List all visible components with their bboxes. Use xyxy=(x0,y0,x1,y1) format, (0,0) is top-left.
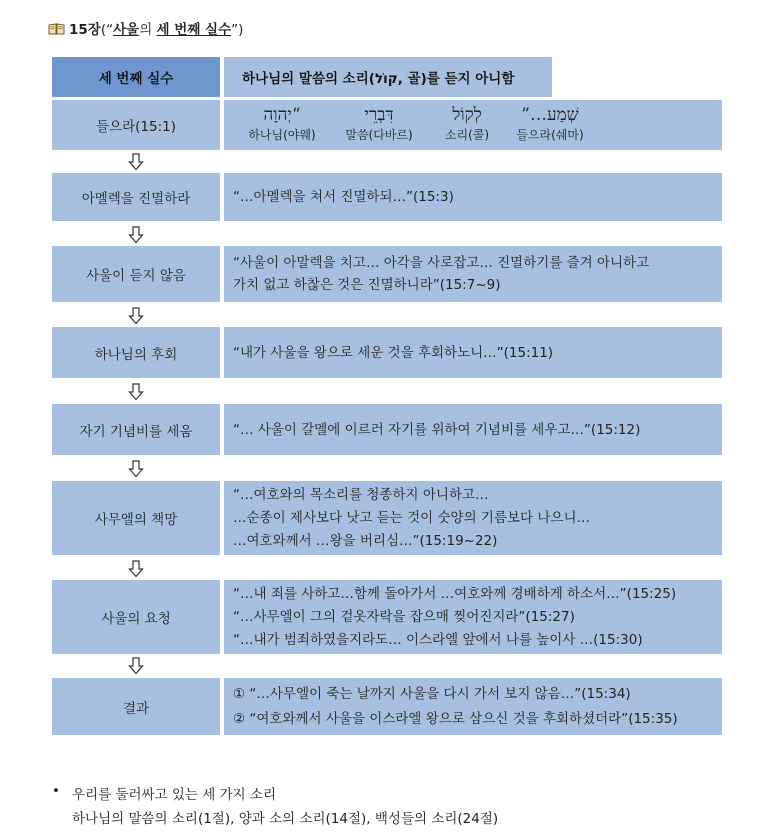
hebrew-gloss: 들으라(쉐마) xyxy=(516,128,584,142)
hebrew-col-qol xyxy=(432,104,502,144)
quote-line: “…사무엘이 그의 겉옷자락을 잡으매 찢어진지라”(15:27) xyxy=(233,608,575,625)
row-label-saul-disobeys: 사울이 듣지 않음 xyxy=(52,246,220,302)
down-arrow-icon xyxy=(128,460,144,478)
row-label-monument: 자기 기념비를 세움 xyxy=(52,404,220,455)
row-label-samuel-rebuke: 사무엘의 책망 xyxy=(52,481,220,555)
row-content-god-regrets xyxy=(224,327,722,378)
quote-line: 가치 없고 하찮은 것은 진멸하니라”(15:7~9) xyxy=(233,277,501,293)
header-description: 하나님의 말씀의 소리(קוֹל, 골)를 듣지 아니함 xyxy=(224,57,552,97)
quote-line: “사울이 아말렉을 치고… 아각을 사로잡고… 진멸하기를 즐겨 아니하고 xyxy=(233,255,650,271)
row-label-destroy-amalek: 아멜렉을 진멸하라 xyxy=(52,173,220,221)
hebrew-word: שְׁמַע…” xyxy=(521,105,579,125)
down-arrow-icon xyxy=(128,657,144,675)
book-icon xyxy=(48,23,65,35)
hebrew-col-dabar xyxy=(339,104,419,144)
row-label-result: 결과 xyxy=(52,678,220,735)
down-arrow-icon xyxy=(128,383,144,401)
hebrew-gloss: 하나님(야웨) xyxy=(248,128,316,142)
hebrew-gloss: 말씀(다바르) xyxy=(345,128,413,142)
quote-line: “…여호와의 목소리를 청종하지 아니하고… xyxy=(233,486,489,503)
title-part2: 세 번째 실수 xyxy=(156,22,232,38)
title-part1: 사울 xyxy=(113,22,140,38)
note-line-2: 하나님의 말씀의 소리(1절), 양과 소의 소리(14절), 백성들의 소리(24절) xyxy=(72,811,499,827)
row-content-result xyxy=(224,678,722,735)
hebrew-word: “יְהוָה xyxy=(263,105,301,125)
hebrew-col-yhwh xyxy=(242,104,322,144)
quote-line: “…내가 범죄하였을지라도… 이스라엘 앞에서 나를 높이사 …(15:30) xyxy=(233,631,643,648)
bullet-icon: • xyxy=(52,783,60,799)
row-label-saul-request: 사울의 요청 xyxy=(52,580,220,654)
row-content-saul-request xyxy=(224,580,722,654)
down-arrow-icon xyxy=(128,560,144,578)
hebrew-gloss: 소리(콜) xyxy=(444,128,490,142)
chapter-label: 15장 xyxy=(69,22,101,38)
quote-line: “…아멜렉을 쳐서 진멸하되…”(15:3) xyxy=(233,189,454,205)
note-line-1: 우리를 둘러싸고 있는 세 가지 소리 xyxy=(72,787,277,803)
page-title xyxy=(48,18,243,38)
row-content-monument xyxy=(224,404,722,455)
quote-line: …여호와께서 …왕을 버리심…”(15:19~22) xyxy=(233,532,498,549)
quote-line: “…내 죄를 사하고…함께 돌아가서 …여호와께 경배하게 하소서…”(15:25) xyxy=(233,585,677,602)
row-label-listen: 들으라(15:1) xyxy=(52,100,220,150)
quote-line: ② “여호와께서 사울을 이스라엘 왕으로 삼으신 것을 후회하셨더라”(15:35) xyxy=(233,710,678,727)
quote-line: ① “…사무엘이 죽는 날까지 사울을 다시 가서 보지 않음…”(15:34) xyxy=(233,685,631,702)
down-arrow-icon xyxy=(128,307,144,325)
quote-line: “내가 사울을 왕으로 세운 것을 후회하노니…”(15:11) xyxy=(233,344,554,361)
title-close: ”) xyxy=(231,22,244,38)
row-content-saul-disobeys xyxy=(224,246,722,302)
down-arrow-icon xyxy=(128,153,144,171)
header-mistake: 세 번째 실수 xyxy=(52,57,220,97)
hebrew-row xyxy=(224,100,722,150)
hebrew-col-shema xyxy=(508,104,592,144)
hebrew-word: לְקוֹל xyxy=(452,105,482,125)
row-label-god-regrets: 하나님의 후회 xyxy=(52,327,220,378)
hebrew-word: דִּבְרֵי xyxy=(364,105,394,125)
title-open: (“ xyxy=(100,22,114,38)
quote-line: …순종이 제사보다 낫고 듣는 것이 숫양의 기름보다 나으니… xyxy=(233,509,590,526)
row-content-destroy-amalek xyxy=(224,173,722,221)
quote-line: “… 사울이 갈멜에 이르러 자기를 위하여 기념비를 세우고…”(15:12) xyxy=(233,421,641,438)
title-mid: 의 xyxy=(139,22,157,38)
down-arrow-icon xyxy=(128,226,144,244)
row-content-samuel-rebuke xyxy=(224,481,722,555)
